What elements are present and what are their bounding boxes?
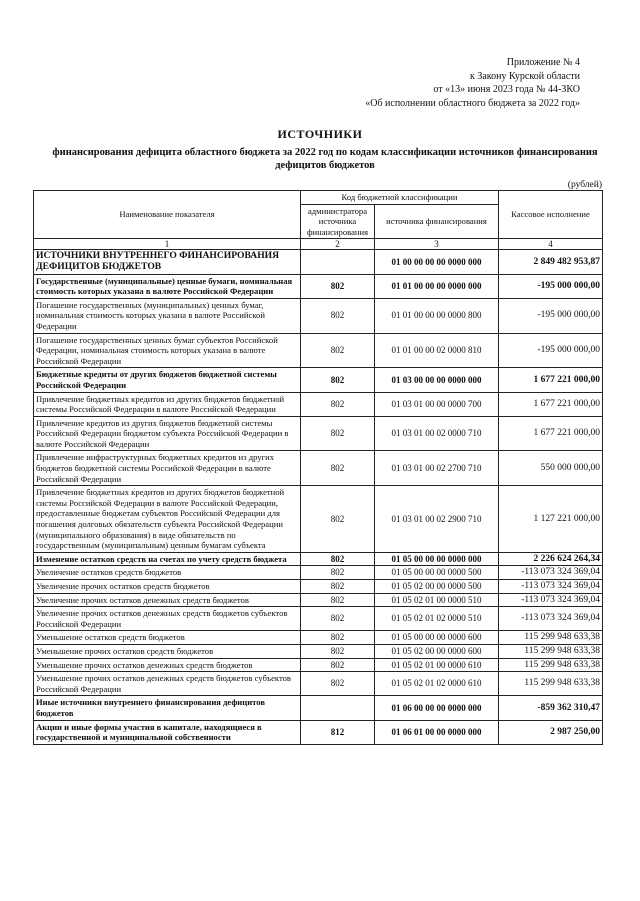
table-row [34, 593, 603, 607]
table-row [34, 566, 603, 580]
column-number: 4 [499, 239, 603, 250]
row-amount: -113 073 324 369,04 [499, 593, 603, 607]
table-row [34, 250, 603, 274]
table-row [34, 274, 603, 298]
appendix-line-1: Приложение № 4 [506, 57, 580, 68]
table-row [34, 720, 603, 744]
row-admin: 802 [301, 416, 375, 451]
row-amount: 1 127 221 000,00 [499, 486, 603, 553]
row-name: Увеличение остатков средств бюджетов [34, 566, 301, 580]
row-admin [301, 250, 375, 274]
row-name: Уменьшение прочих остатков денежных средств бюджетов субъектов Российской Федерации [34, 672, 301, 696]
column-number: 1 [34, 239, 301, 250]
row-name: Государственные (муниципальные) ценные бумаги, номинальная стоимость которых указана в валюте Российской Федерации [34, 274, 301, 298]
row-name: Увеличение прочих остатков денежных средств бюджетов субъектов Российской Федерации [34, 607, 301, 631]
row-amount: -113 073 324 369,04 [499, 566, 603, 580]
row-code: 01 03 01 00 02 0000 710 [375, 416, 499, 451]
row-code: 01 03 01 00 02 2700 710 [375, 451, 499, 486]
row-amount: 2 849 482 953,87 [499, 250, 603, 274]
row-name: Привлечение кредитов из других бюджетов бюджетной системы Российской Федерации бюджетом субъекта Российской Федерации в валюте Российской Федерации [34, 416, 301, 451]
table-row [34, 644, 603, 658]
row-admin: 802 [301, 672, 375, 696]
table-row [34, 486, 603, 553]
row-code: 01 01 00 00 02 0000 810 [375, 333, 499, 368]
row-code: 01 05 00 00 00 0000 600 [375, 631, 499, 645]
header-code-group: Код бюджетной классификации [301, 191, 499, 205]
row-code: 01 05 02 01 00 0000 510 [375, 593, 499, 607]
row-amount: -195 000 000,00 [499, 298, 603, 333]
row-amount: -195 000 000,00 [499, 274, 603, 298]
document-subtitle: финансирования дефицита областного бюджета за 2022 год по кодам классификации источников финансирования дефицитов бюджетов [52, 147, 598, 171]
header-name: Наименование показателя [34, 191, 301, 239]
row-amount: 1 677 221 000,00 [499, 392, 603, 416]
row-name: Иные источники внутреннего финансирования дефицитов бюджетов [34, 696, 301, 720]
table-row [34, 552, 603, 566]
row-admin: 802 [301, 333, 375, 368]
row-code: 01 05 02 00 00 0000 500 [375, 580, 499, 594]
row-code: 01 05 02 01 00 0000 610 [375, 658, 499, 672]
row-amount: 115 299 948 633,38 [499, 658, 603, 672]
row-name: Привлечение бюджетных кредитов из других бюджетов бюджетной системы Российской Федерации в валюте Российской Федерации [34, 392, 301, 416]
row-name: Увеличение прочих остатков средств бюджетов [34, 580, 301, 594]
row-amount: 1 677 221 000,00 [499, 416, 603, 451]
row-admin [301, 696, 375, 720]
row-code: 01 01 00 00 00 0000 000 [375, 274, 499, 298]
header-amount: Кассовое исполнение [499, 191, 603, 239]
table-row [34, 658, 603, 672]
row-code: 01 03 01 00 02 2900 710 [375, 486, 499, 553]
row-code: 01 06 01 00 00 0000 000 [375, 720, 499, 744]
row-code: 01 05 02 00 00 0000 600 [375, 644, 499, 658]
document-title: ИСТОЧНИКИ [277, 127, 363, 141]
row-name: Бюджетные кредиты от других бюджетов бюджетной системы Российской Федерации [34, 368, 301, 392]
row-code: 01 05 00 00 00 0000 500 [375, 566, 499, 580]
row-admin: 802 [301, 566, 375, 580]
column-number: 3 [375, 239, 499, 250]
appendix-line-3: от «13» июня 2023 года № 44-ЗКО [433, 84, 580, 95]
table-row [34, 392, 603, 416]
row-name: Привлечение бюджетных кредитов из других бюджетов бюджетной системы Российской Федерации в валюте Российской Федерации, предоставленные бюджетам субъектов Российской Федерации для погашения долговых обязательств субъекта Российской Федерации (муниципального образования) в виде обязательств по государственным (муниципальным) ценным бумагам субъекта [34, 486, 301, 553]
row-admin: 802 [301, 274, 375, 298]
row-name: Погашение государственных (муниципальных) ценных бумаг, номинальная стоимость которых указана в валюте Российской Федерации [34, 298, 301, 333]
row-name: Изменение остатков средств на счетах по учету средств бюджета [34, 552, 301, 566]
row-name: Привлечение инфраструктурных бюджетных кредитов из других бюджетов бюджетной системы Российской Федерации в валюте Российской Федерации [34, 451, 301, 486]
sources-table [33, 190, 603, 745]
row-admin: 812 [301, 720, 375, 744]
row-admin: 802 [301, 593, 375, 607]
row-amount: 2 226 624 264,34 [499, 552, 603, 566]
row-name: ИСТОЧНИКИ ВНУТРЕННЕГО ФИНАНСИРОВАНИЯ ДЕФИЦИТОВ БЮДЖЕТОВ [34, 250, 301, 274]
table-row [34, 298, 603, 333]
row-code: 01 03 00 00 00 0000 000 [375, 368, 499, 392]
row-admin: 802 [301, 486, 375, 553]
row-amount: 115 299 948 633,38 [499, 672, 603, 696]
row-admin: 802 [301, 644, 375, 658]
appendix-block [330, 56, 580, 110]
row-name: Погашение государственных ценных бумаг субъектов Российской Федерации, номинальная стоимость которых указана в валюте Российской Федерации [34, 333, 301, 368]
row-name: Уменьшение прочих остатков средств бюджетов [34, 644, 301, 658]
row-admin: 802 [301, 607, 375, 631]
row-amount: 2 987 250,00 [499, 720, 603, 744]
row-name: Уменьшение прочих остатков денежных средств бюджетов [34, 658, 301, 672]
column-number: 2 [301, 239, 375, 250]
table-row [34, 416, 603, 451]
row-code: 01 05 02 01 02 0000 610 [375, 672, 499, 696]
row-amount: 550 000 000,00 [499, 451, 603, 486]
row-admin: 802 [301, 658, 375, 672]
row-amount: -859 362 310,47 [499, 696, 603, 720]
row-code: 01 05 02 01 02 0000 510 [375, 607, 499, 631]
header-source: источника финансирования [375, 204, 499, 239]
table-row [34, 368, 603, 392]
row-code: 01 05 00 00 00 0000 000 [375, 552, 499, 566]
row-admin: 802 [301, 368, 375, 392]
row-amount: -113 073 324 369,04 [499, 580, 603, 594]
row-admin: 802 [301, 580, 375, 594]
row-code: 01 03 01 00 00 0000 700 [375, 392, 499, 416]
row-amount: 115 299 948 633,38 [499, 644, 603, 658]
appendix-line-4: «Об исполнении областного бюджета за 2022 год» [365, 97, 580, 109]
table-row [34, 451, 603, 486]
row-amount: 1 677 221 000,00 [499, 368, 603, 392]
row-name: Увеличение прочих остатков денежных средств бюджетов [34, 593, 301, 607]
appendix-line-2: к Закону Курской области [470, 70, 580, 82]
row-admin: 802 [301, 392, 375, 416]
table-row [34, 696, 603, 720]
row-admin: 802 [301, 552, 375, 566]
table-row [34, 672, 603, 696]
row-name: Уменьшение остатков средств бюджетов [34, 631, 301, 645]
table-row [34, 580, 603, 594]
table-row [34, 333, 603, 368]
table-row [34, 607, 603, 631]
row-code: 01 06 00 00 00 0000 000 [375, 696, 499, 720]
row-amount: 115 299 948 633,38 [499, 631, 603, 645]
row-admin: 802 [301, 631, 375, 645]
row-amount: -113 073 324 369,04 [499, 607, 603, 631]
row-admin: 802 [301, 451, 375, 486]
header-admin: администратора источника финансирования [301, 204, 375, 239]
row-amount: -195 000 000,00 [499, 333, 603, 368]
table-row [34, 631, 603, 645]
row-admin: 802 [301, 298, 375, 333]
row-code: 01 01 00 00 00 0000 800 [375, 298, 499, 333]
unit-label: (рублей) [567, 180, 602, 190]
row-name: Акции и иные формы участия в капитале, находящиеся в государственной и муниципальной собственности [34, 720, 301, 744]
row-code: 01 00 00 00 00 0000 000 [375, 250, 499, 274]
